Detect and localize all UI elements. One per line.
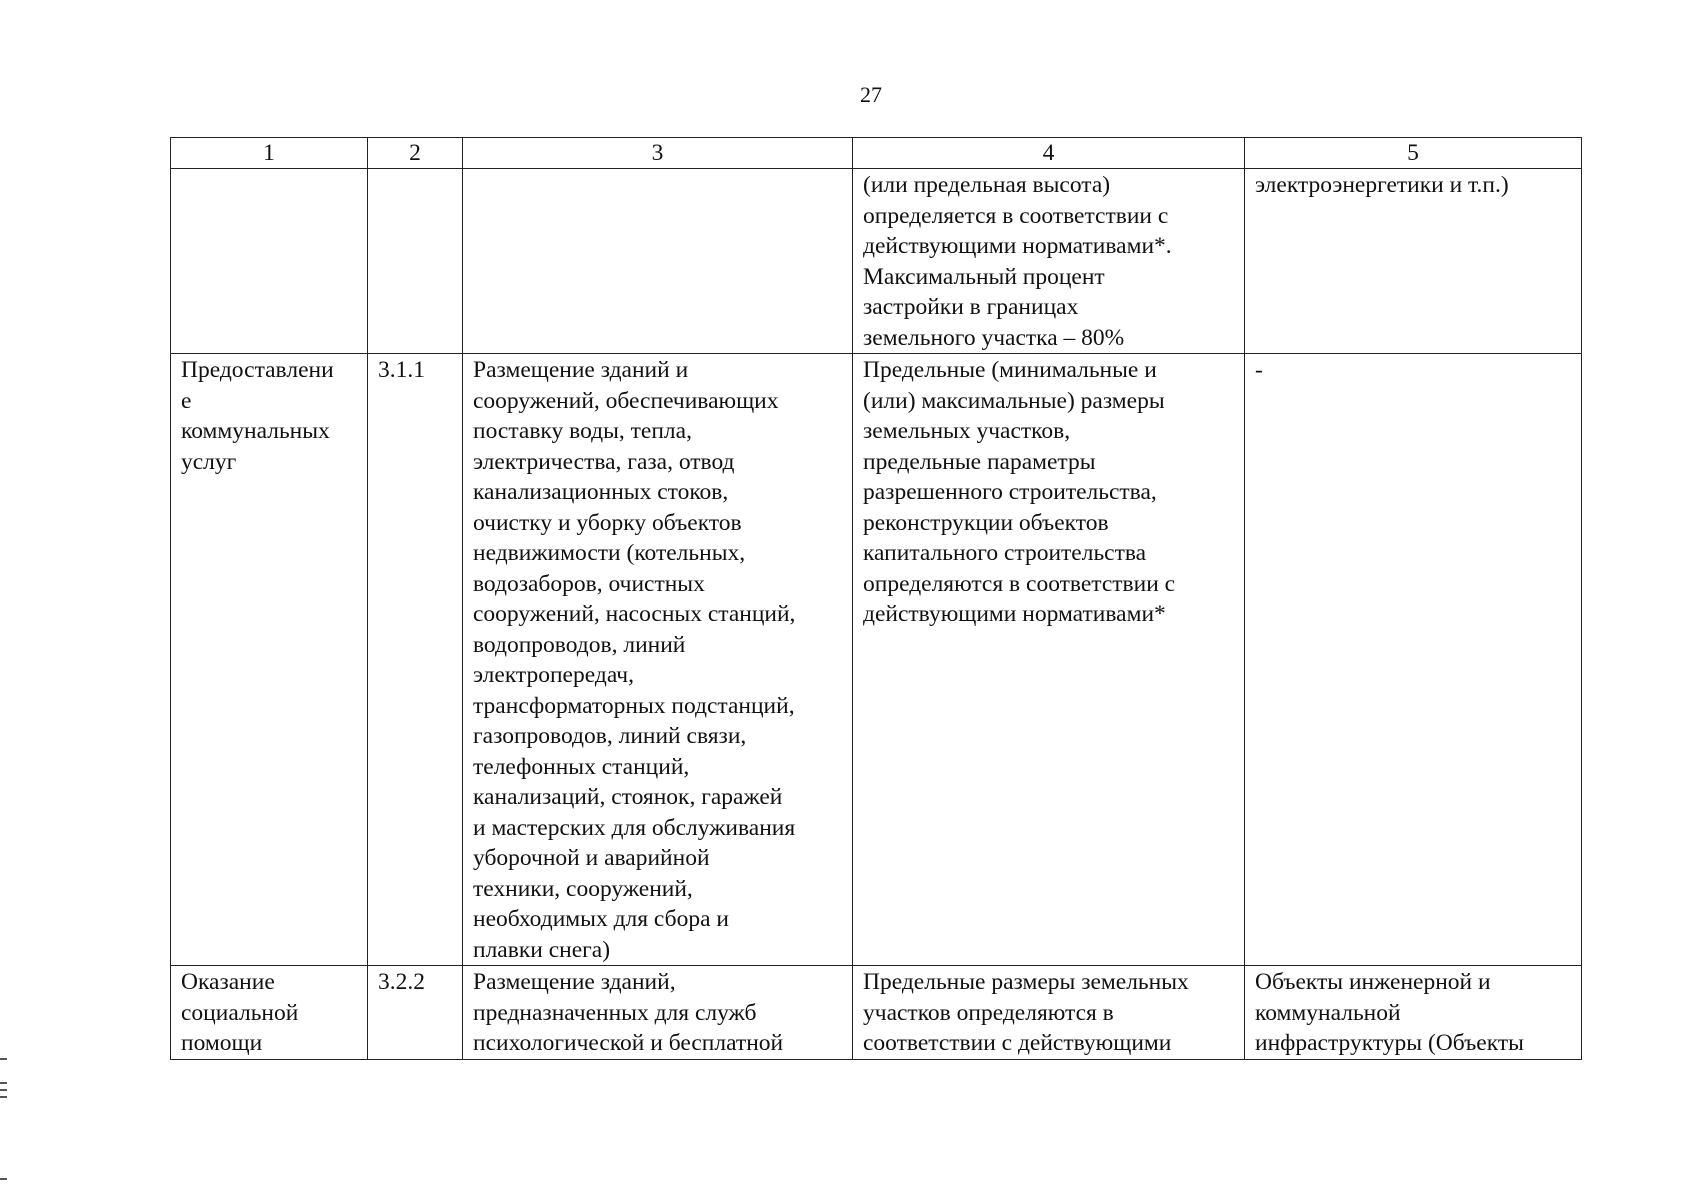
table-row: [171, 966, 1582, 1060]
zoning-table: [170, 137, 1582, 1060]
table-cell: [171, 966, 368, 1060]
cell-text-line: действующими нормативами*.: [863, 233, 1172, 259]
cell-text-line: услуг: [181, 448, 237, 475]
column-header: 1: [171, 138, 368, 169]
cell-text-line: недвижимости (котельных,: [473, 540, 746, 566]
column-header: 3: [463, 138, 853, 169]
cell-text-line: необходимых для сбора и: [473, 906, 729, 932]
scan-margin-mark: [0, 1058, 7, 1060]
cell-text-line: инфраструктуры (Объекты: [1255, 1030, 1524, 1056]
cell-text-line: Оказание: [181, 969, 275, 995]
cell-text-line: водозаборов, очистных: [473, 570, 705, 597]
cell-text-line: электричества, газа, отвод: [473, 448, 735, 475]
cell-text-line: действующими нормативами*: [863, 601, 1166, 627]
cell-text-line: сооружений, обеспечивающих: [473, 387, 779, 414]
cell-text-line: социальной: [181, 999, 299, 1026]
column-header: 2: [368, 138, 463, 169]
table-cell: [368, 966, 463, 1060]
cell-text-line: и мастерских для обслуживания: [473, 814, 796, 841]
table-cell: [368, 169, 463, 354]
scan-margin-mark: [0, 1178, 7, 1180]
cell-text-line: плавки снега): [473, 936, 611, 963]
cell-text-line: (или) максимальные) размеры: [863, 387, 1165, 414]
cell-text-line: предназначенных для служб: [473, 999, 757, 1026]
cell-text-line: предельные параметры: [863, 448, 1096, 475]
cell-text-line: уборочной и аварийной: [473, 845, 710, 871]
table-cell: [463, 169, 853, 354]
table-row: [171, 354, 1582, 966]
column-header: 5: [1245, 138, 1582, 169]
cell-text-line: 3.1.1: [378, 357, 425, 383]
cell-text-line: электроэнергетики и т.п.): [1255, 172, 1509, 198]
cell-text-line: техники, сооружений,: [473, 875, 693, 902]
table-header-row: [171, 138, 1582, 169]
cell-text-line: коммунальных: [181, 418, 330, 444]
cell-text-line: застройки в границах: [863, 294, 1079, 320]
cell-text-line: Предоставлени: [181, 357, 334, 383]
table-cell: [1245, 169, 1582, 354]
cell-text-line: -: [1255, 357, 1263, 383]
cell-text-line: сооружений, насосных станций,: [473, 601, 796, 627]
table-cell: [368, 354, 463, 966]
scan-margin-mark: [0, 1089, 7, 1091]
cell-text-line: капитального строительства: [863, 540, 1147, 566]
cell-text-line: помощи: [181, 1030, 263, 1056]
table-cell: [853, 354, 1245, 966]
cell-text-line: реконструкции объектов: [863, 509, 1109, 536]
cell-text-line: коммунальной: [1255, 999, 1401, 1026]
table-cell: [171, 354, 368, 966]
cell-text-line: психологической и бесплатной: [473, 1030, 784, 1056]
cell-text-line: определяются в соответствии с: [863, 570, 1176, 597]
cell-text-line: Предельные (минимальные и: [863, 357, 1157, 383]
cell-text-line: е: [181, 387, 192, 414]
cell-text-line: телефонных станций,: [473, 753, 690, 780]
cell-text-line: Максимальный процент: [863, 263, 1105, 290]
cell-text-line: Объекты инженерной и: [1255, 969, 1491, 995]
scan-margin-mark: [0, 1096, 7, 1098]
cell-text-line: участков определяются в: [863, 999, 1114, 1026]
cell-text-line: трансформаторных подстанций,: [473, 692, 795, 719]
cell-text-line: разрешенного строительства,: [863, 479, 1157, 505]
page-number: 27: [860, 82, 882, 107]
cell-text-line: определяется в соответствии с: [863, 202, 1169, 229]
cell-text-line: поставку воды, тепла,: [473, 418, 692, 444]
table-cell: [171, 169, 368, 354]
cell-text-line: (или предельная высота): [863, 172, 1111, 198]
table-cell: [1245, 966, 1582, 1060]
cell-text-line: канализационных стоков,: [473, 479, 729, 505]
cell-text-line: земельных участков,: [863, 418, 1071, 444]
cell-text-line: очистку и уборку объектов: [473, 509, 742, 536]
cell-text-line: 3.2.2: [378, 969, 425, 995]
table-cell: [463, 354, 853, 966]
cell-text-line: газопроводов, линий связи,: [473, 723, 747, 749]
column-header: 4: [853, 138, 1245, 169]
cell-text-line: водопроводов, линий: [473, 631, 686, 658]
cell-text-line: земельного участка – 80%: [863, 324, 1125, 351]
cell-text-line: электропередач,: [473, 662, 635, 688]
table-cell: [463, 966, 853, 1060]
cell-text-line: Размещение зданий,: [473, 969, 676, 995]
cell-text-line: канализаций, стоянок, гаражей: [473, 784, 783, 810]
table-row: [171, 169, 1582, 354]
cell-text-line: соответствии с действующими: [863, 1030, 1172, 1056]
table-cell: [853, 966, 1245, 1060]
table-cell: [1245, 354, 1582, 966]
table-cell: [853, 169, 1245, 354]
scan-margin-mark: [0, 1082, 7, 1084]
cell-text-line: Размещение зданий и: [473, 357, 689, 383]
cell-text-line: Предельные размеры земельных: [863, 969, 1189, 995]
